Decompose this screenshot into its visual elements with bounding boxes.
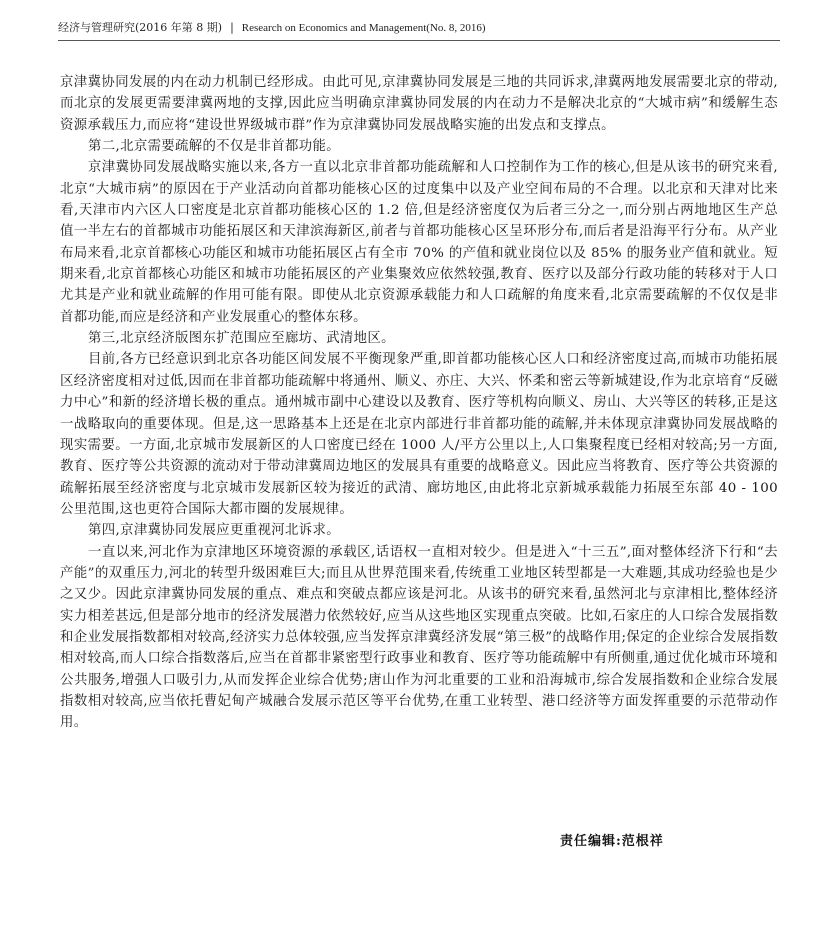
header-separator: | bbox=[230, 21, 234, 34]
running-header bbox=[58, 20, 778, 36]
journal-title-cn: 经济与管理研究(2016 年第 8 期) bbox=[58, 21, 223, 34]
paragraph-fourth: 一直以来,河北作为京津地区环境资源的承载区,话语权一直相对较少。但是进入“十三五”,面对整体经济下行和“去产能”的双重压力,河北的转型升级困难巨大;而且从世界范围来看,传统重工业地区转型都是一大难题,其成功经验也是少之又少。因此京津冀协同发展的重点、难点和突破点都应该是河北。从该书的研究来看,虽然河北与京津相比,整体经济实力相差甚远,但是部分地市的经济发展潜力依然较好,应当从这些地区实现重点突破。比如,石家庄的人口综合发展指数和企业发展指数都相对较高,经济实力总体较强,应当发挥京津冀经济发展“第三极”的战略作用;保定的企业综合发展指数相对较高,而人口综合指数落后,应当在首都非紧密型行政事业和教育、医疗等功能疏解中有所侧重,通过优化城市环境和公共服务,增强人口吸引力,从而发挥企业综合优势;唐山作为河北重要的工业和沿海城市,综合发展指数和企业综合发展指数相对较高,应当依托曹妃甸产城融合发展示范区等平台优势,在重工业转型、港口经济等方面发挥重要的示范带动作用。 bbox=[60, 544, 778, 731]
responsible-editor: 责任编辑:范根祥 bbox=[560, 834, 664, 849]
article-body bbox=[60, 72, 778, 734]
paragraph-continuation: 京津冀协同发展的内在动力机制已经形成。由此可见,京津冀协同发展是三地的共同诉求,津冀两地发展需要北京的带动,而北京的发展更需要津冀两地的支撑,因此应当明确京津冀协同发展的内在动力不是解决北京的“大城市病”和缓解生态资源承载压力,而应将“建设世界级城市群”作为京津冀协同发展战略实施的出发点和支撑点。 bbox=[60, 75, 778, 133]
header-rule bbox=[58, 40, 780, 41]
paragraph-second: 京津冀协同发展战略实施以来,各方一直以北京非首都功能疏解和人口控制作为工作的核心,但是从该书的研究来看,北京“大城市病”的原因在于产业活动向首都功能核心区的过度集中以及产业空间布局的不合理。以北京和天津对比来看,天津市内六区人口密度是北京首都功能核心区的 1.2 倍,但是经济密度仅为后者三分之一,而分别占两地地区生产总值一半左右的首都城市功能拓展区和天津滨海新区,前者与首都功能核心区呈环形分布,而后者是沿海平行分布。从产业布局来看,北京首都核心功能区和城市功能拓展区占有全市 70% 的产值和就业岗位以及 85% 的服务业产值和就业。短期来看,北京首都核心功能区和城市功能拓展区的产业集聚效应依然较强,教育、医疗以及部分行政功能的转移对于人口尤其是产业和就业疏解的作用可能有限。即使从北京资源承载能力和人口疏解的角度来看,北京需要疏解的不仅仅是非首都功能,而应是经济和产业发展重心的整体东移。 bbox=[60, 160, 778, 325]
journal-title-en: Research on Economics and Management(No. 8, 2016) bbox=[241, 22, 486, 34]
paragraph-third: 目前,各方已经意识到北京各功能区间发展不平衡现象严重,即首都功能核心区人口和经济密度过高,而城市功能拓展区经济密度相对过低,因而在非首都功能疏解中将通州、顺义、亦庄、大兴、怀柔和密云等新城建设,作为北京培育“反磁力中心”和新的经济增长极的重点。通州城市副中心建设以及教育、医疗等机构向顺义、房山、大兴等区的转移,正是这一战略取向的重要体现。但是,这一思路基本上还是在北京内部进行非首都功能的疏解,并未体现京津冀协同发展战略的现实需要。一方面,北京城市发展新区的人口密度已经在 1000 人/平方公里以上,人口集聚程度已经相对较高;另一方面,教育、医疗等公共资源的流动对于带动津冀周边地区的发展具有重要的战略意义。因此应当将教育、医疗等公共资源的疏解拓展至经济密度与北京城市发展新区较为接近的武清、廊坊地区,由此将北京新城承载能力拓展至东部 40 - 100 公里范围,这也更符合国际大都市圈的发展规律。 bbox=[60, 352, 778, 517]
section-heading-second: 第二,北京需要疏解的不仅是非首都功能。 bbox=[88, 139, 340, 155]
section-heading-third: 第三,北京经济版图东扩范围应至廊坊、武清地区。 bbox=[88, 331, 395, 347]
section-heading-fourth: 第四,京津冀协同发展应更重视河北诉求。 bbox=[88, 523, 340, 539]
